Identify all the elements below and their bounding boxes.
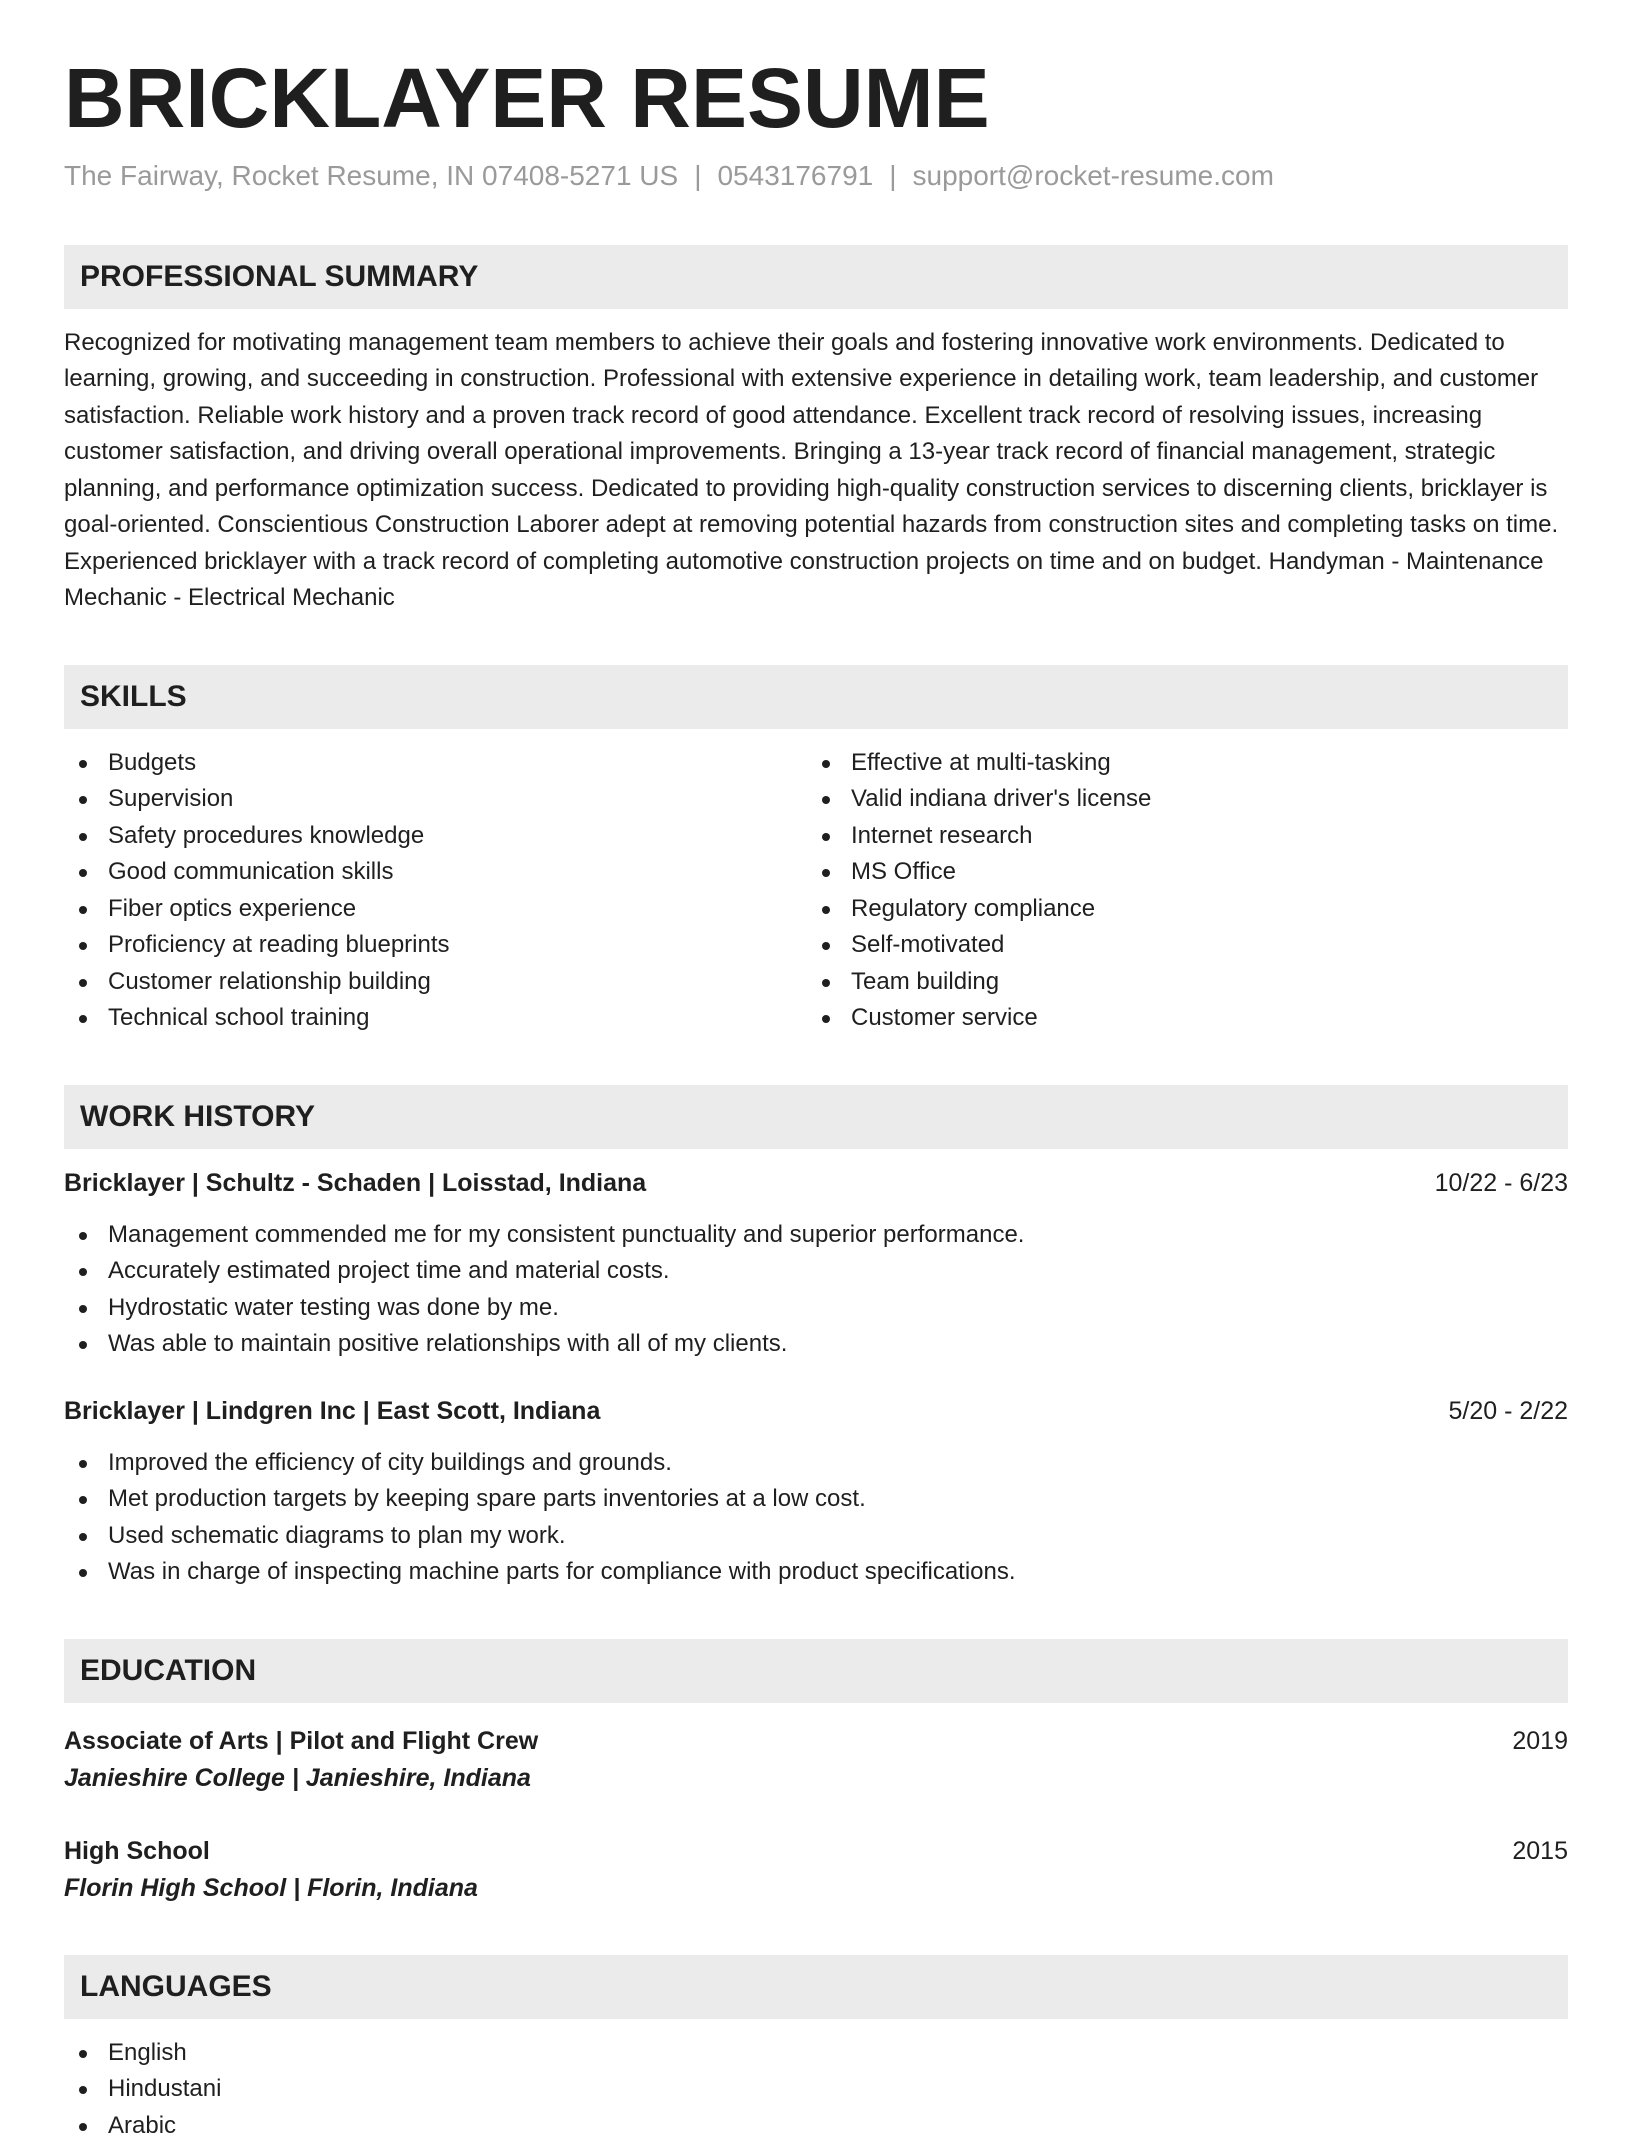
contact-phone: 0543176791: [717, 160, 874, 192]
education-entry: [64, 1723, 1568, 1797]
job-bullet: Management commended me for my consistent punctuality and superior performance.: [64, 1217, 1568, 1254]
job-bullet: Met production targets by keeping spare parts inventories at a low cost.: [64, 1481, 1568, 1518]
skill-item: Technical school training: [64, 1000, 807, 1037]
summary-header: PROFESSIONAL SUMMARY: [64, 245, 1568, 309]
job-bullets: [64, 1445, 1568, 1591]
job-entry: [64, 1393, 1568, 1591]
job-heading: Bricklayer | Schultz - Schaden | Loisstad, Indiana: [64, 1168, 647, 1197]
job-dates: 10/22 - 6/23: [1434, 1168, 1568, 1197]
education-heading-row: [64, 1833, 1568, 1869]
skills-list-left: [64, 745, 807, 1037]
summary-text: Recognized for motivating management team members to achieve their goals and fostering innovative work environments. Dedicated to learning, growing, and succeeding in construction. Professional with extensive experience in detailing work, team leadership, and customer satisfaction. Reliable work history and a proven track record of good attendance. Excellent track record of resolving issues, increasing customer satisfaction, and driving overall operational improvements. Bringing a 13-year track record of financial management, strategic planning, and performance optimization success. Dedicated to providing high-quality construction services to discerning clients, bricklayer is goal-oriented. Conscientious Construction Laborer adept at removing potential hazards from construction sites and completing tasks on time. Experienced bricklayer with a track record of completing automotive construction projects on time and on budget. Handyman - Maintenance Mechanic - Electrical Mechanic: [64, 328, 1559, 612]
education-entry: [64, 1833, 1568, 1907]
education-section: [64, 1639, 1568, 1907]
education-heading-row: [64, 1723, 1568, 1759]
skill-item: Proficiency at reading blueprints: [64, 927, 807, 964]
job-bullet: Accurately estimated project time and material costs.: [64, 1253, 1568, 1290]
skill-item: Safety procedures knowledge: [64, 818, 807, 855]
contact-email: support@rocket-resume.com: [912, 160, 1274, 192]
skill-item: Good communication skills: [64, 854, 807, 891]
languages-header: LANGUAGES: [64, 1955, 1568, 2019]
work-history-section: [64, 1085, 1568, 1591]
education-degree: Associate of Arts | Pilot and Flight Crew: [64, 1726, 539, 1755]
work-history-header: WORK HISTORY: [64, 1085, 1568, 1149]
education-school: Janieshire College | Janieshire, Indiana: [64, 1763, 531, 1792]
education-year: 2015: [1512, 1836, 1568, 1865]
skills-list-right: [807, 745, 1550, 1037]
job-bullet: Improved the efficiency of city buildings and grounds.: [64, 1445, 1568, 1482]
languages-list: [64, 2035, 1568, 2144]
job-entry: [64, 1165, 1568, 1363]
job-bullets: [64, 1217, 1568, 1363]
contact-address: The Fairway, Rocket Resume, IN 07408-5271 US: [64, 160, 679, 192]
job-bullet: Was able to maintain positive relationships with all of my clients.: [64, 1326, 1568, 1363]
languages-section: [64, 1955, 1568, 2144]
skill-item: Customer service: [807, 1000, 1550, 1037]
skill-item: Regulatory compliance: [807, 891, 1550, 928]
skills-section: [64, 665, 1568, 1037]
skills-columns: [64, 745, 1568, 1037]
job-bullet: Hydrostatic water testing was done by me.: [64, 1290, 1568, 1327]
skill-item: MS Office: [807, 854, 1550, 891]
skill-item: Self-motivated: [807, 927, 1550, 964]
language-item: English: [64, 2035, 1568, 2072]
job-heading: Bricklayer | Lindgren Inc | East Scott, Indiana: [64, 1396, 601, 1425]
skills-header: SKILLS: [64, 665, 1568, 729]
job-heading-row: [64, 1165, 1568, 1201]
contact-separator: |: [889, 160, 897, 192]
resume-title: BRICKLAYER RESUME: [64, 51, 990, 145]
education-degree: High School: [64, 1836, 210, 1865]
skill-item: Fiber optics experience: [64, 891, 807, 928]
contact-separator: |: [694, 160, 702, 192]
skill-item: Customer relationship building: [64, 964, 807, 1001]
education-year: 2019: [1512, 1726, 1568, 1755]
education-header: EDUCATION: [64, 1639, 1568, 1703]
skill-item: Supervision: [64, 781, 807, 818]
job-bullet: Was in charge of inspecting machine parts for compliance with product specifications.: [64, 1554, 1568, 1591]
skill-item: Internet research: [807, 818, 1550, 855]
job-heading-row: [64, 1393, 1568, 1429]
job-dates: 5/20 - 2/22: [1448, 1396, 1568, 1425]
contact-line: [64, 158, 1568, 194]
summary-section: [64, 245, 1568, 617]
skill-item: Valid indiana driver's license: [807, 781, 1550, 818]
education-school: Florin High School | Florin, Indiana: [64, 1873, 478, 1902]
language-item: Arabic: [64, 2108, 1568, 2144]
skill-item: Effective at multi-tasking: [807, 745, 1550, 782]
job-bullet: Used schematic diagrams to plan my work.: [64, 1518, 1568, 1555]
skill-item: Team building: [807, 964, 1550, 1001]
language-item: Hindustani: [64, 2071, 1568, 2108]
skill-item: Budgets: [64, 745, 807, 782]
